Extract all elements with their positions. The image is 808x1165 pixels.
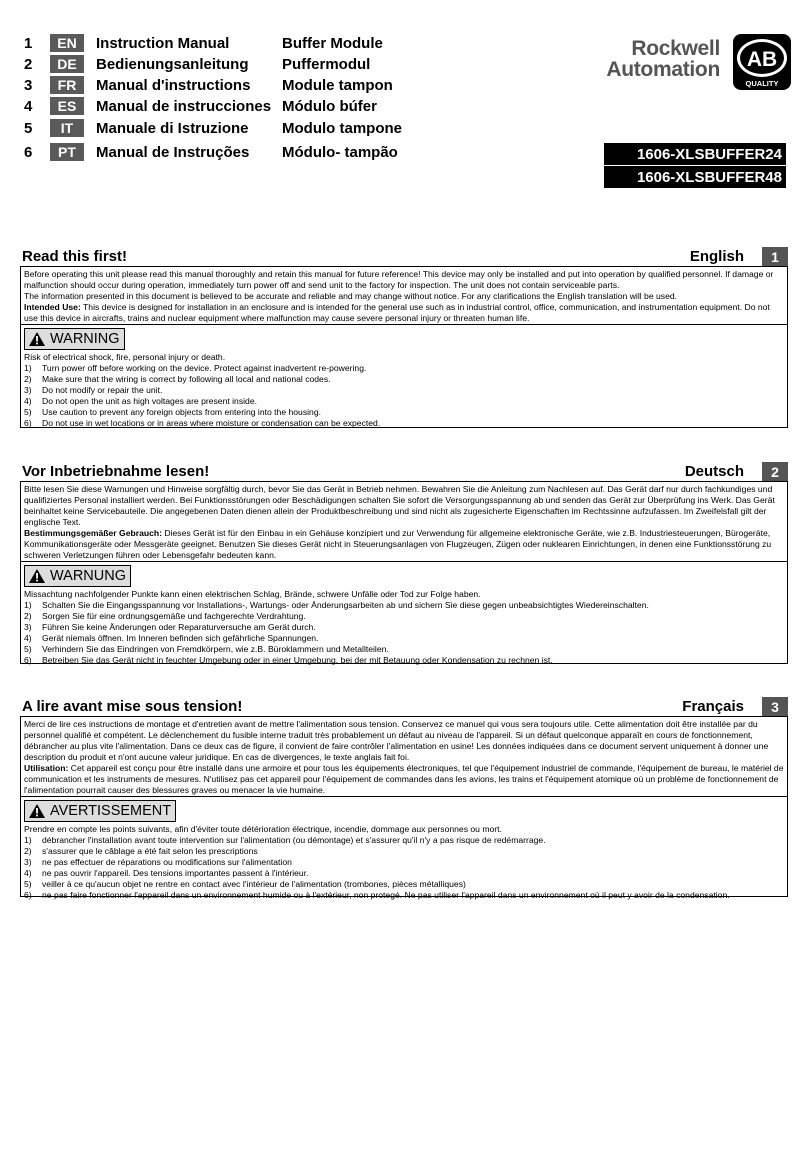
section-header-francais <box>22 698 788 718</box>
language-number: 2 <box>24 55 33 73</box>
list-item: 2) Make sure that the wiring is correct by following all local and national codes. <box>24 374 331 384</box>
intended-use-paragraph <box>24 302 784 324</box>
section-language: Français <box>682 698 744 715</box>
warning-triangle-icon <box>28 568 46 584</box>
language-row <box>24 54 444 74</box>
section-title: Read this first! <box>22 248 128 265</box>
warning-block <box>24 325 784 352</box>
language-number: 1 <box>24 34 33 52</box>
manual-title: Manual de Instruções <box>96 143 250 161</box>
language-code-badge: EN <box>50 34 84 52</box>
language-code-badge: IT <box>50 119 84 137</box>
section-title: Vor Inbetriebnahme lesen! <box>22 463 210 480</box>
warning-triangle-icon <box>28 803 46 819</box>
list-item: 6) Betreiben Sie das Gerät nicht in feuchter Umgebung oder in einer Umgebung, bei der mit Betauung oder Kondensation zu rechnen ist. <box>24 655 553 665</box>
intro-paragraph: Bitte lesen Sie diese Warnungen und Hinweise sorgfältig durch, bevor Sie das Gerät in Betrieb nehmen. Bewahren Sie die Anleitung zum Nachlesen auf. Das Gerät darf nur durch fachkundiges und qualifiziertes Personal installiert werden. Bei Funktionsstörungen oder Beschädigungen schalten Sie sofort die Versorgungsspannung ab und senden das Gerät zur Überprüfung ins Werk. Das Gerät beinhaltet keine Servicebauteile. Die angegebenen Daten dienen allein der Produktbeschreibung und sind nicht als zugesicherte Eigenschaften im Rechtssinne aufzufassen. Im Zweifelsfall gilt der englische Text. <box>24 484 775 527</box>
list-item: 5) Verhindern Sie das Eindringen von Fremdkörpern, wie z.B. Büroklammern und Metallteilen. <box>24 644 389 654</box>
language-code-badge: ES <box>50 97 84 115</box>
manual-title: Manuale di Istruzione <box>96 119 249 137</box>
model-number-2: 1606-XLSBUFFER48 <box>604 166 786 188</box>
list-item: 6) ne pas faire fonctionner l'appareil dans un environnement humide ou à l'extérieur, non protegé. Ne pas utiliser l'appareil dans un environnement où il peut y avoir de la condensation. <box>24 890 730 900</box>
manual-title: Manual d'instructions <box>96 76 251 94</box>
language-row <box>24 96 444 116</box>
warning-label: WARNING <box>50 330 120 347</box>
list-item: 1) débrancher l'installation avant toute intervention sur l'alimentation (ou démontage) et s'assurer qu'il n'y a pas risque de redémarrage. <box>24 835 546 845</box>
section-box-deutsch <box>20 481 788 664</box>
warning-label: AVERTISSEMENT <box>50 802 172 819</box>
list-item: 2) Sorgen Sie für eine ordnungsgemäße und fachgerechte Verdrahtung. <box>24 611 306 621</box>
section-number-badge: 1 <box>762 247 788 266</box>
list-item: 5) Use caution to prevent any foreign objects from entering into the housing. <box>24 407 321 417</box>
warning-label: WARNUNG <box>50 567 126 584</box>
module-name: Module tampon <box>282 76 393 94</box>
brand-line-1: Rockwell <box>631 37 720 60</box>
intended-use-label: Bestimmungsgemäßer Gebrauch: <box>24 528 163 538</box>
module-name: Buffer Module <box>282 34 383 52</box>
section-header-english <box>22 248 788 268</box>
intended-use-text: Dieses Gerät ist für den Einbau in ein Gehäuse konzipiert und zur Verwendung für allgemeine elektronische Geräte, wie z.B. Industriesteuerungen, Bürogeräte, Kommunikationsgeräte oder Messgeräte geeignet. Benutzen Sie dieses Gerät nicht in Steuerungsanlagen von Flugzeugen, Zügen oder nuklearen Einrichtungen, in denen eine Funktionsstörung zu schweren Verletzungen führen oder Lebensgefahr bedeuten kann. <box>24 528 772 560</box>
intro-paragraph: The information presented in this document is believed to be accurate and reliable and may change without notice. For any clarifications the English translation will be used. <box>24 291 678 301</box>
list-item: 4) Do not open the unit as high voltages are present inside. <box>24 396 257 406</box>
language-code-badge: PT <box>50 143 84 161</box>
language-row <box>24 33 444 53</box>
language-row <box>24 118 444 138</box>
language-code-badge: FR <box>50 76 84 94</box>
language-number: 6 <box>24 143 33 161</box>
intended-use-label: Intended Use: <box>24 302 81 312</box>
list-item: 1) Schalten Sie die Eingangsspannung vor Installations-, Wartungs- oder Änderungsarbeiten ab und sichern Sie diese gegen unbeabsichtigtes Wiedereinschalten. <box>24 600 649 610</box>
warning-badge <box>24 800 176 822</box>
warning-badge <box>24 328 125 350</box>
intended-use-label: Utilisation: <box>24 763 69 773</box>
logo-quality-text: QUALITY <box>745 79 779 88</box>
manual-title: Manual de instrucciones <box>96 97 272 115</box>
section-number-badge: 2 <box>762 462 788 481</box>
intended-use-paragraph <box>24 763 784 796</box>
manual-title: Instruction Manual <box>96 34 230 52</box>
list-item: 1) Turn power off before working on the device. Protect against inadvertent re-powering. <box>24 363 367 373</box>
logo-letters: AB <box>746 48 778 71</box>
section-title: A lire avant mise sous tension! <box>22 698 243 715</box>
list-item: 5) veiller à ce qu'aucun objet ne rentre en contact avec l'intérieur de l'alimentation (trombones, pièces métalliques) <box>24 879 466 889</box>
brand-line-2: Automation <box>606 58 720 81</box>
list-item: 3) Führen Sie keine Änderungen oder Reparaturversuche am Gerät durch. <box>24 622 316 632</box>
intended-use-text: This device is designed for installation in an enclosure and is intended for the general use such as in industrial control, office, communication, and instrumentation equipment. Do not use this device in aircrafts, trains and nuclear equipment where malfunction may cause severe personal injury or threaten human life. <box>24 302 770 323</box>
list-item: 4) Gerät niemals öffnen. Im Inneren befinden sich gefährliche Spannungen. <box>24 633 319 643</box>
warning-block <box>24 562 784 589</box>
intro-paragraph: Before operating this unit please read this manual thoroughly and retain this manual for future reference! This device may only be installed and put into operation by qualified personnel. If damage or malfunction should occur during operation, immediately turn power off and send unit to the factory for inspection. The unit does not contain serviceable parts. <box>24 269 774 290</box>
language-number: 5 <box>24 119 33 137</box>
language-row <box>24 142 444 162</box>
module-name: Modulo tampone <box>282 119 402 137</box>
section-number-badge: 3 <box>762 697 788 716</box>
intro-paragraph: Merci de lire ces instructions de montage et d'entretien avant de mettre l'alimentation sous tension. Conservez ce manuel qui vous sera toujours utile. Cette alimentation doit être installée par du personnel qualifié et compétent. Le déclenchement du fusible interne traduit très probablement un défaut au niveau de l'appareil. Si un défaut quelconque apparaît en cours de fonctionnement, débrancher au plus vite l'alimentation. Dans ce deux cas de figure, il convient de faire contrôler l'alimentation en usine! Les données indiquées dans ce document servent uniquement à donner une description du produit et n'ont aucune valeur juridique. En cas de divergences, le texte anglais fait foi. <box>24 719 769 762</box>
section-language: English <box>689 248 744 265</box>
language-row <box>24 75 444 95</box>
list-item: 4) ne pas ouvrir l'appareil. Des tensions importantes passent à l'intérieur. <box>24 868 309 878</box>
risk-statement: Risk of electrical shock, fire, personal injury or death. <box>24 352 226 362</box>
manual-title: Bedienungsanleitung <box>96 55 249 73</box>
allen-bradley-logo-icon <box>732 33 792 91</box>
section-header-deutsch <box>22 463 788 483</box>
language-number: 4 <box>24 97 33 115</box>
list-item: 6) Do not use in wet locations or in areas where moisture or condensation can be expected. <box>24 418 381 428</box>
warning-block <box>24 797 784 824</box>
warning-triangle-icon <box>28 331 46 347</box>
module-name: Puffermodul <box>282 55 371 73</box>
language-code-badge: DE <box>50 55 84 73</box>
list-item: 2) s'assurer que le câblage a été fait selon les prescriptions <box>24 846 258 856</box>
intended-use-text: Cet appareil est conçu pour être installé dans une armoire et pour tous les équipements électroniques, tel que l'équipement industriel de commande, l'équipement de bureau, le matériel de communication et les instruments de mesures. N'utilisez pas cet appareil pour l'équipement de commandes dans les avions, les trains et l'équipement atomique où un problème de fonctionnement de l'alimentation pourrait causer des blessures graves ou menacer la vie humaine. <box>24 763 784 795</box>
risk-statement: Missachtung nachfolgender Punkte kann einen elektrischen Schlag, Brände, schwere Unfälle oder Tod zur Folge haben. <box>24 589 481 599</box>
section-language: Deutsch <box>684 463 744 480</box>
intended-use-paragraph <box>24 528 784 561</box>
list-item: 3) Do not modify or repair the unit. <box>24 385 163 395</box>
warning-badge <box>24 565 131 587</box>
brand-name <box>574 38 720 80</box>
module-name: Módulo búfer <box>282 97 377 115</box>
list-item: 3) ne pas effectuer de réparations ou modifications sur l'alimentation <box>24 857 292 867</box>
model-number-1: 1606-XLSBUFFER24 <box>604 143 786 165</box>
section-box-english <box>20 266 788 428</box>
language-number: 3 <box>24 76 33 94</box>
section-box-francais <box>20 716 788 900</box>
module-name: Módulo- tampão <box>282 143 398 161</box>
risk-statement: Prendre en compte les points suivants, afin d'éviter toute détérioration électrique, incendie, dommage aux personnes ou mort. <box>24 824 502 834</box>
